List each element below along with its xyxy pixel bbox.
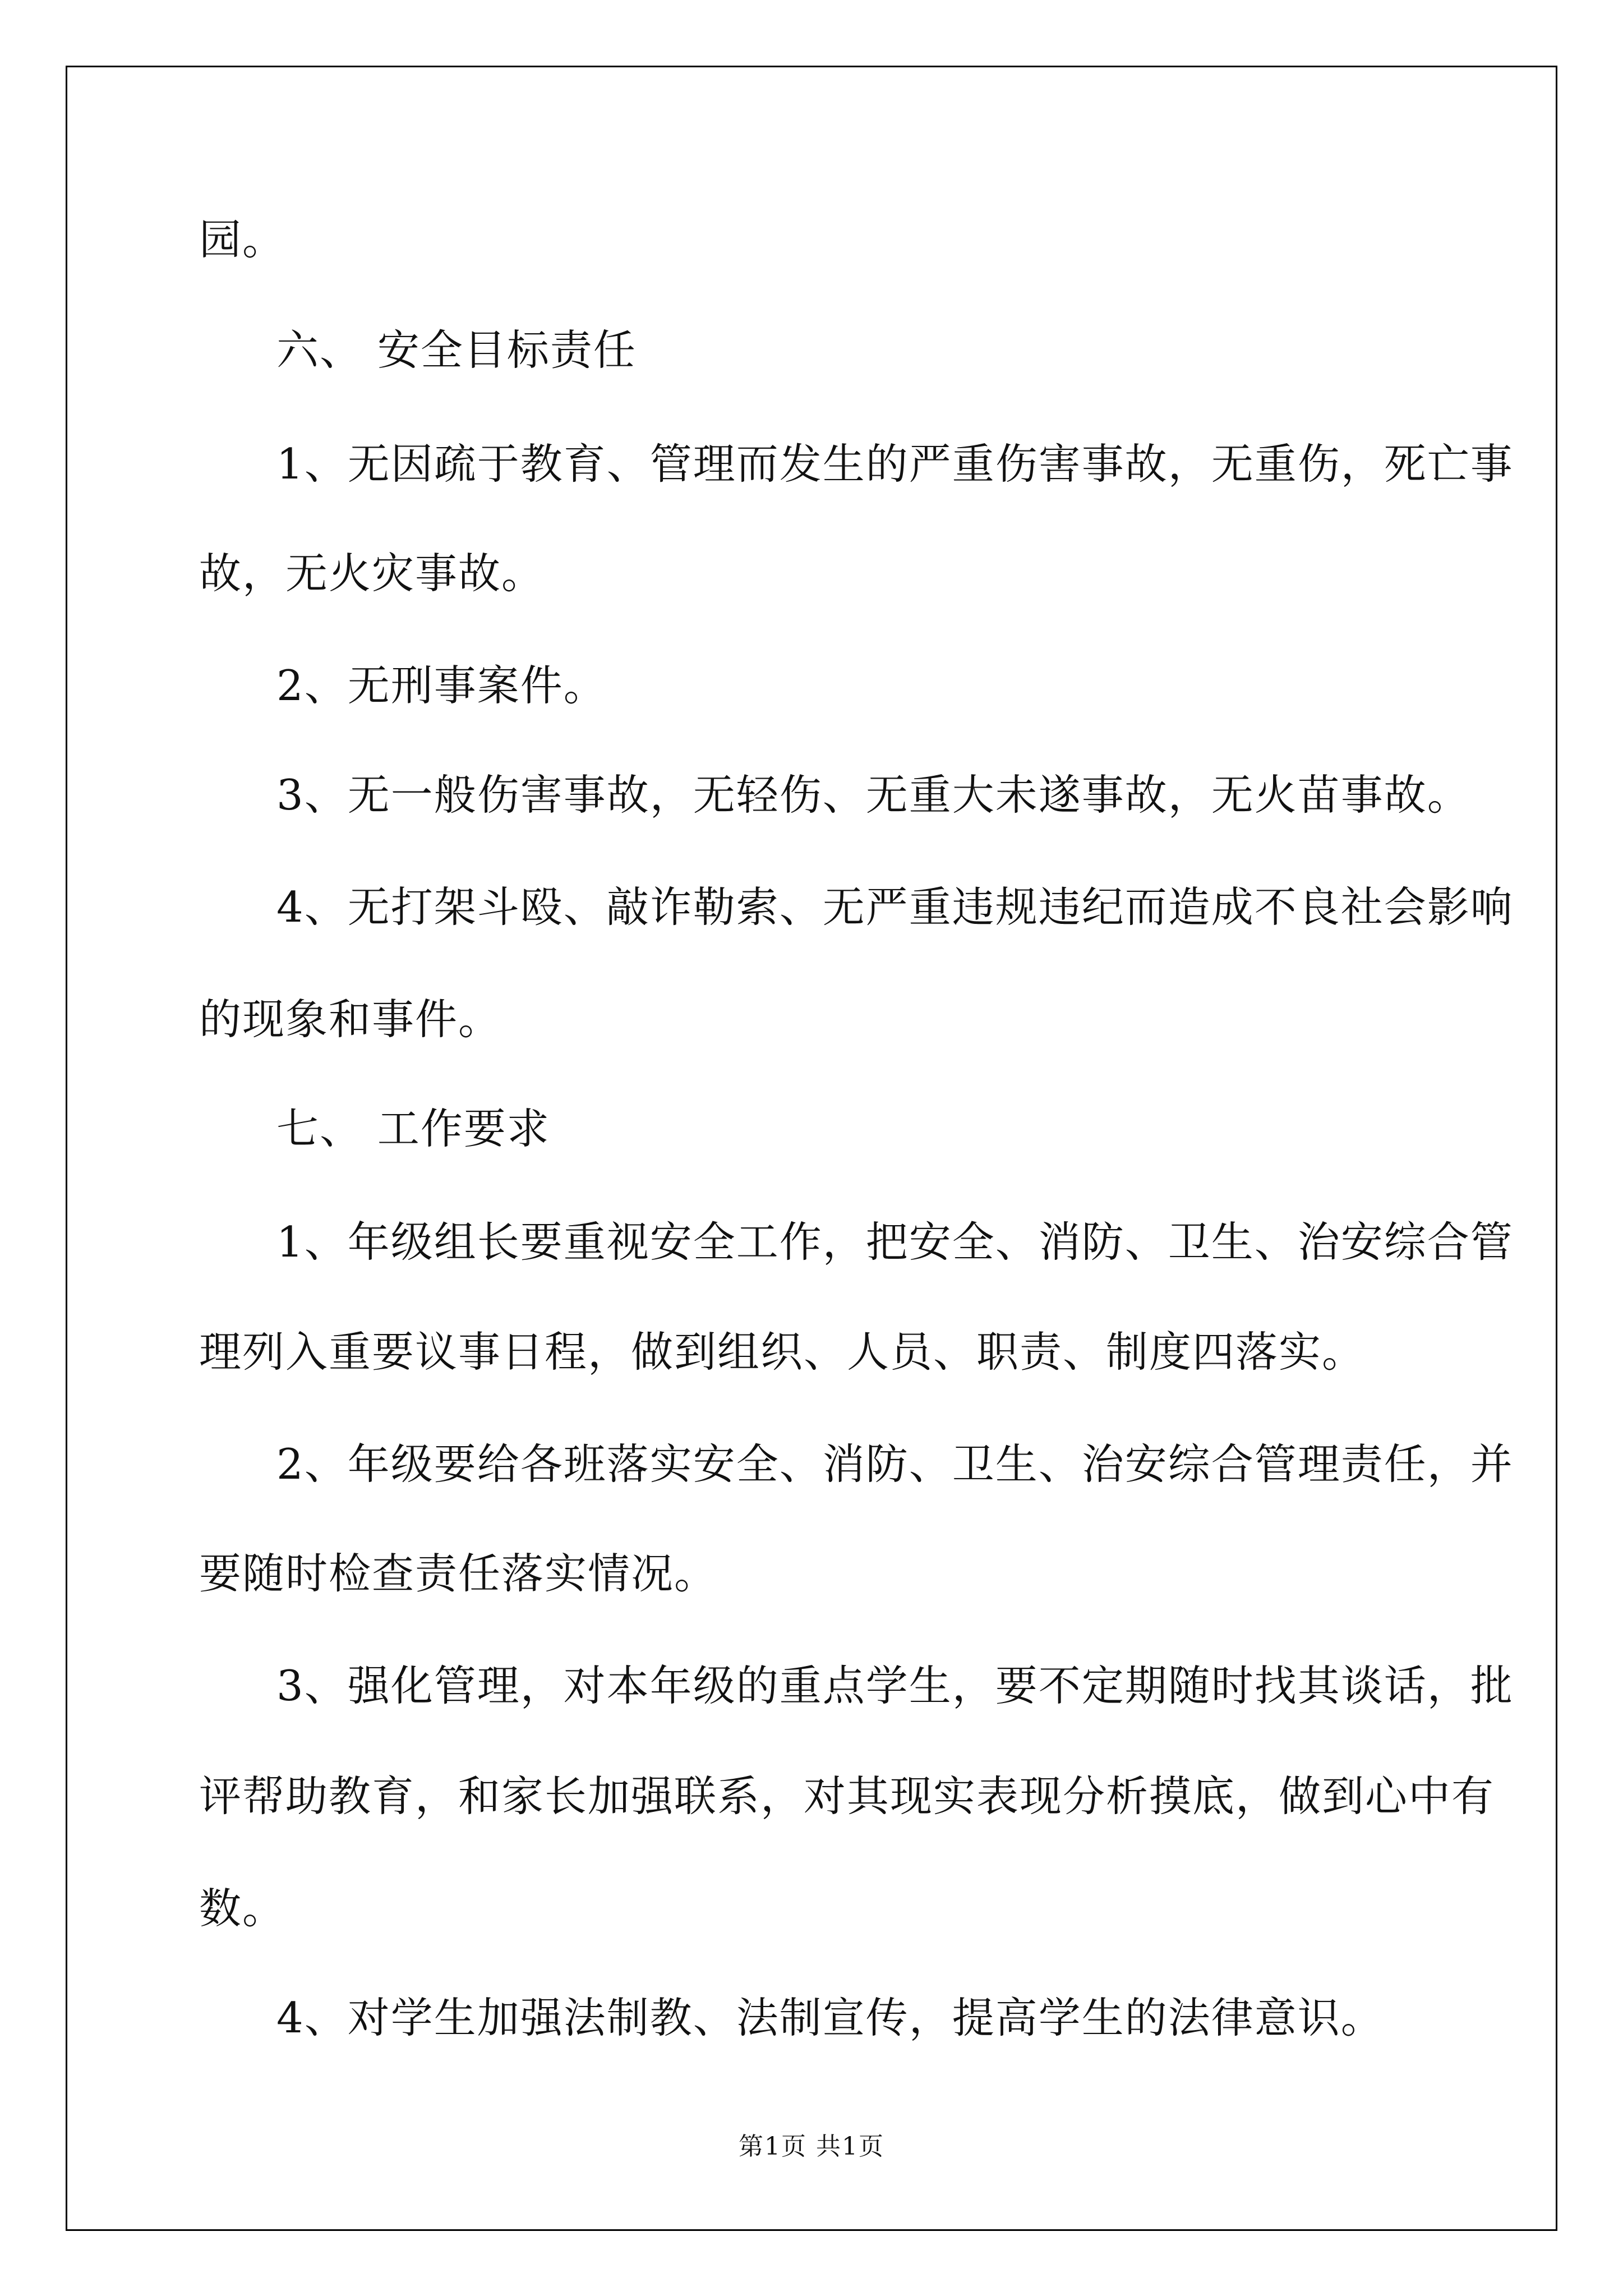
text-line: 故，无火灾事故。 [199,549,545,598]
section-heading: 六、 安全目标责任 [276,325,637,375]
text-line: 4、无打架斗殴、敲诈勒索、无严重违规违纪而造成不良社会影响 [276,882,1514,932]
page-number-footer: 第1页 共1页 [739,2132,884,2161]
text-line: 评帮助教育，和家长加强联系，对其现实表现分析摸底，做到心中有 [199,1772,1495,1821]
text-line: 3、强化管理，对本年级的重点学生，要不定期随时找其谈话，批 [276,1661,1514,1710]
text-line: 2、年级要给各班落实安全、消防、卫生、治安综合管理责任，并 [276,1439,1514,1489]
text-line: 数。 [199,1884,286,1933]
text-line: 要随时检查责任落实情况。 [199,1549,718,1598]
text-line: 的现象和事件。 [199,995,502,1044]
text-line: 理列入重要议事日程，做到组织、人员、职责、制度四落实。 [199,1327,1366,1377]
text-line: 1、无因疏于教育、管理而发生的严重伤害事故，无重伤，死亡事 [276,439,1514,489]
section-heading: 七、 工作要求 [276,1104,550,1153]
text-line: 园。 [199,215,286,264]
text-line: 3、无一般伤害事故，无轻伤、无重大未遂事故，无火苗事故。 [276,770,1470,820]
text-line: 2、无刑事案件。 [276,661,607,710]
text-line: 1、年级组长要重视安全工作，把安全、消防、卫生、治安综合管 [276,1217,1514,1267]
text-line: 4、对学生加强法制教、法制宣传，提高学生的法律意识。 [276,1993,1384,2042]
